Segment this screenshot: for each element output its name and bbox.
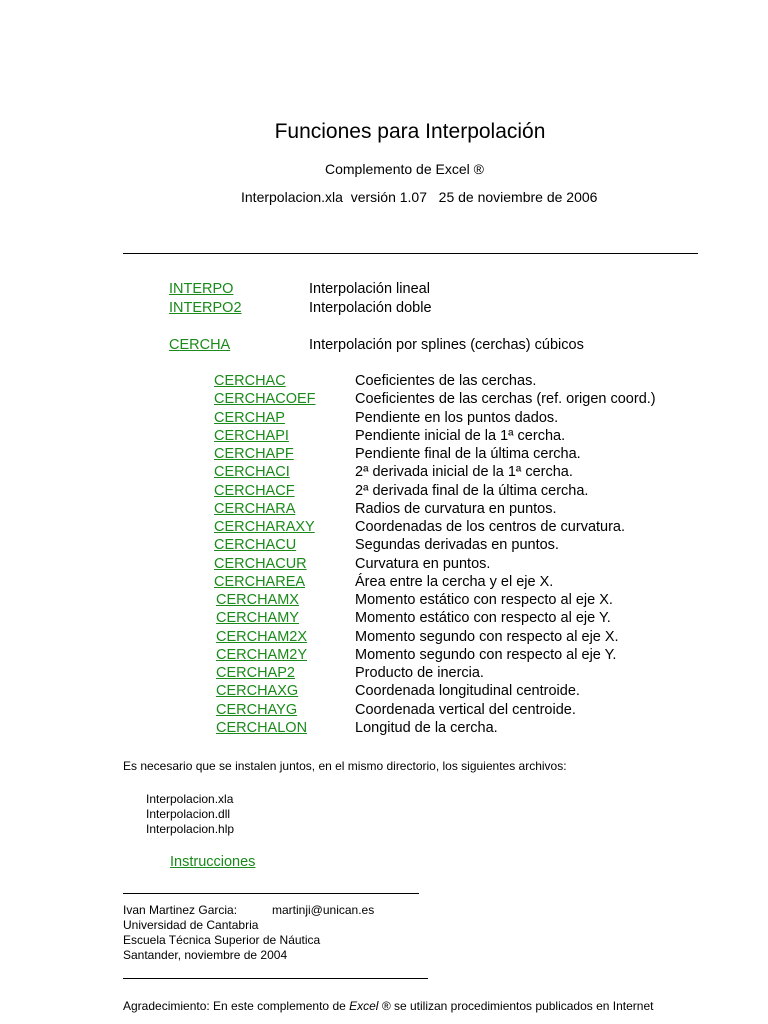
function-desc-cercharaxy: Coordenadas de los centros de curvatura.	[355, 519, 626, 535]
function-desc-cerchalon: Longitud de la cercha.	[355, 719, 498, 736]
files-note: Es necesario que se instalen juntos, en el mismo directorio, los siguientes archivos:	[123, 759, 567, 773]
function-link-cerchap[interactable]: CERCHAP	[214, 409, 285, 426]
function-link-cerchara[interactable]: CERCHARA	[214, 500, 296, 517]
function-desc-cerchaci: 2ª derivada inicial de la 1ª cercha.	[355, 464, 573, 481]
function-desc-cerchacur: Curvatura en puntos.	[355, 555, 491, 572]
file-item: Interpolacion.hlp	[146, 822, 235, 836]
function-link-cerchapf[interactable]: CERCHAPF	[214, 446, 294, 462]
acknowledgement	[123, 999, 653, 1013]
function-link-cerchacf[interactable]: CERCHACF	[214, 482, 295, 499]
page-subtitle: Complemento de Excel ®	[325, 161, 484, 177]
author-name: Ivan Martinez Garcia:	[123, 903, 238, 917]
function-link-cerchamx[interactable]: CERCHAMX	[216, 592, 299, 608]
author-email: martinji@unican.es	[272, 903, 375, 917]
ack-product: Excel ®	[349, 999, 391, 1013]
file-item: Interpolacion.xla	[146, 792, 234, 806]
function-link-cerchamy[interactable]: CERCHAMY	[216, 610, 299, 627]
function-link-cerchap2[interactable]: CERCHAP2	[216, 665, 295, 681]
ack-prefix: Agradecimiento: En este complemento de	[123, 999, 350, 1013]
function-link-cercham2x[interactable]: CERCHAM2X	[216, 628, 308, 645]
version-line: Interpolacion.xla versión 1.07 25 de noviembre de 2006	[241, 189, 598, 205]
function-link-cerchacoef[interactable]: CERCHACOEF	[214, 391, 316, 408]
top-divider	[123, 253, 698, 254]
author-divider-bottom	[123, 978, 428, 979]
function-desc-cerchara: Radios de curvatura en puntos.	[355, 500, 557, 517]
function-desc-interpo2: Interpolación doble	[309, 300, 432, 316]
function-link-cerchac[interactable]: CERCHAC	[214, 373, 286, 389]
function-desc-interpo: Interpolación lineal	[309, 281, 430, 297]
function-desc-cercharea: Área entre la cercha y el eje X.	[355, 573, 554, 590]
function-desc-cerchamx: Momento estático con respecto al eje X.	[355, 592, 613, 608]
function-desc-cerchacf: 2ª derivada final de la última cercha.	[355, 482, 589, 499]
function-desc-cerchaxg: Coordenada longitudinal centroide.	[355, 683, 580, 700]
ack-suffix: se utilizan procedimientos publicados en Internet	[390, 999, 654, 1013]
function-desc-cerchap: Pendiente en los puntos dados.	[355, 409, 559, 426]
author-university: Universidad de Cantabria	[123, 918, 259, 932]
function-desc-cercham2x: Momento segundo con respecto al eje X.	[355, 628, 619, 645]
function-link-cercha[interactable]: CERCHA	[169, 337, 231, 353]
author-school: Escuela Técnica Superior de Náutica	[123, 933, 321, 947]
function-link-cercham2y[interactable]: CERCHAM2Y	[216, 646, 308, 663]
function-desc-cercham2y: Momento segundo con respecto al eje Y.	[355, 646, 617, 663]
author-divider-top	[123, 893, 419, 894]
function-desc-cerchac: Coeficientes de las cerchas.	[355, 373, 537, 389]
function-link-cerchayg[interactable]: CERCHAYG	[216, 701, 298, 718]
function-link-cercharaxy[interactable]: CERCHARAXY	[214, 519, 315, 535]
author-place-date: Santander, noviembre de 2004	[123, 948, 288, 962]
page-title: Funciones para Interpolación	[274, 120, 546, 143]
function-desc-cercha: Interpolación por splines (cerchas) cúbicos	[309, 337, 584, 353]
function-desc-cerchapf: Pendiente final de la última cercha.	[355, 446, 581, 462]
function-link-interpo[interactable]: INTERPO	[169, 281, 234, 297]
file-item: Interpolacion.dll	[146, 807, 231, 821]
function-link-cerchapi[interactable]: CERCHAPI	[214, 427, 289, 444]
function-link-cerchaci[interactable]: CERCHACI	[214, 464, 290, 481]
function-link-cerchalon[interactable]: CERCHALON	[216, 719, 308, 736]
function-desc-cerchacu: Segundas derivadas en puntos.	[355, 537, 559, 554]
function-desc-cerchamy: Momento estático con respecto al eje Y.	[355, 610, 611, 627]
function-desc-cerchayg: Coordenada vertical del centroide.	[355, 701, 576, 718]
function-link-cercharea[interactable]: CERCHAREA	[214, 573, 306, 590]
function-link-cerchacu[interactable]: CERCHACU	[214, 537, 297, 554]
function-desc-cerchap2: Producto de inercia.	[355, 665, 484, 681]
function-link-cerchacur[interactable]: CERCHACUR	[214, 555, 307, 572]
function-desc-cerchapi: Pendiente inicial de la 1ª cercha.	[355, 427, 566, 444]
function-link-interpo2[interactable]: INTERPO2	[169, 300, 242, 316]
function-desc-cerchacoef: Coeficientes de las cerchas (ref. origen coord.)	[355, 391, 656, 408]
instructions-link[interactable]: Instrucciones	[170, 854, 256, 870]
function-link-cerchaxg[interactable]: CERCHAXG	[216, 683, 299, 700]
